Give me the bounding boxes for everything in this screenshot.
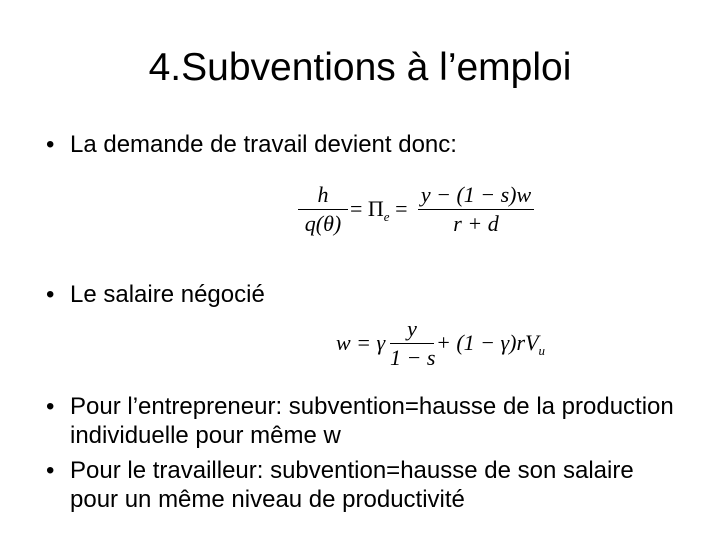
fraction-numerator: y — [407, 316, 417, 341]
equation-fraction-lhs — [298, 182, 348, 237]
equation-pi-subscript: e — [383, 209, 390, 224]
bullet-text: Le salaire négocié — [70, 281, 265, 308]
fraction-denominator: q(θ) — [304, 211, 342, 236]
bullet-dot: • — [46, 393, 55, 420]
bullet-item — [46, 456, 680, 514]
bullet-dot: • — [46, 457, 55, 484]
bullet-text: Pour l’entrepreneur: subvention=hausse de la production individuelle pour même w — [70, 393, 674, 449]
bullet-item — [46, 392, 680, 450]
equation-tail-main: + (1 − γ)rV — [436, 330, 539, 355]
equation-middle — [350, 196, 408, 230]
equation-lhs: w = γ — [336, 330, 386, 355]
fraction-numerator: y − (1 − s)w — [420, 182, 532, 207]
bullet-item — [46, 280, 680, 309]
fraction-numerator: h — [317, 182, 329, 207]
equation-equals: = — [395, 196, 408, 221]
bullet-text: Pour le travailleur: subvention=hausse de son salaire pour un même niveau de productivité — [70, 457, 634, 513]
equation-tail — [436, 330, 545, 364]
bullet-text: La demande de travail devient donc: — [70, 131, 457, 158]
equation-labor-demand — [298, 178, 538, 242]
equation-tail-subscript: u — [538, 343, 546, 358]
fraction-bar — [390, 343, 434, 344]
equation-fraction-rhs — [418, 182, 534, 237]
bullet-dot: • — [46, 131, 55, 158]
fraction-denominator: r + d — [453, 211, 499, 236]
fraction-bar — [418, 209, 534, 210]
fraction-denominator: 1 − s — [390, 345, 436, 370]
fraction-bar — [298, 209, 348, 210]
equation-pi: = Π — [350, 196, 384, 221]
bullet-dot: • — [46, 281, 55, 308]
slide-title: 4.Subventions à l’emploi — [148, 46, 572, 89]
equation-fraction — [390, 316, 434, 371]
bullet-item — [46, 130, 680, 159]
equation-negotiated-wage — [336, 316, 556, 372]
